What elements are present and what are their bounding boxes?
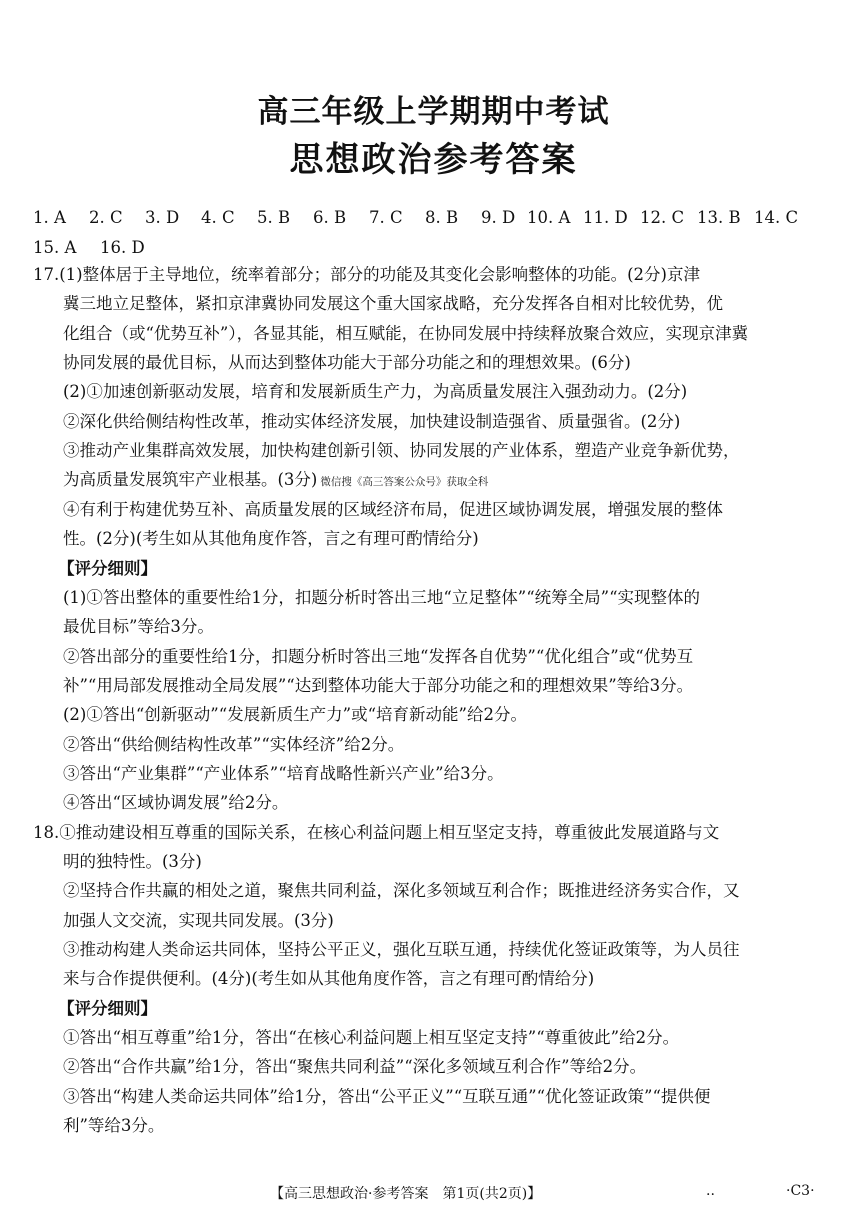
answer-line: 化组合（或“优势互补”），各显其能，相互赋能，在协同发展中持续释放聚合效应，实现京津冀 — [63, 324, 749, 343]
mc-answer: 12. C — [640, 208, 685, 227]
answer-line: ③推动产业集群高效发展，加快构建创新引领、协同发展的产业体系，塑造产业竞争新优势， — [63, 441, 740, 460]
answer-line: 性。(2分)(考生如从其他角度作答，言之有理可酌情给分) — [63, 529, 479, 548]
answer-line: ③答出“产业集群”“产业体系”“培育战略性新兴产业”给3分。 — [63, 764, 504, 783]
answer-line: ②答出部分的重要性给1分，扣题分析时答出三地“发挥各自优势”“优化组合”或“优势互 — [63, 647, 694, 666]
answer-line: 18.①推动建设相互尊重的国际关系，在核心利益问题上相互坚定支持，尊重彼此发展道路与文 — [33, 823, 720, 842]
answer-line: ④有利于构建优势互补、高质量发展的区域经济布局，促进区域协调发展，增强发展的整体 — [63, 500, 723, 519]
answer-line: ②答出“供给侧结构性改革”“实体经济”给2分。 — [63, 735, 405, 754]
mc-answer: 11. D — [583, 208, 628, 227]
answer-line: ①答出“相互尊重”给1分，答出“在核心利益问题上相互坚定支持”“尊重彼此”给2分。 — [63, 1028, 680, 1047]
answer-line: 冀三地立足整体，紧扣京津冀协同发展这个重大国家战略，充分发挥各自相对比较优势，优 — [63, 294, 723, 313]
footer-code: ·C3· — [786, 1183, 815, 1199]
answer-line: ③推动构建人类命运共同体，坚持公平正义，强化互联互通，持续优化签证政策等，为人员往 — [63, 940, 740, 959]
answer-line: ④答出“区域协调发展”给2分。 — [63, 793, 289, 812]
mc-answer: 2. C — [89, 208, 123, 227]
mc-answer: 6. B — [313, 208, 347, 227]
answer-line: ②深化供给侧结构性改革，推动实体经济发展，加快建设制造强省、质量强省。(2分) — [63, 412, 681, 431]
mc-answer: 16. D — [100, 238, 145, 257]
answer-line: 最优目标”等给3分。 — [63, 617, 214, 636]
mc-answer: 4. C — [201, 208, 235, 227]
answer-line: 明的独特性。(3分) — [63, 852, 202, 871]
answer-line: 为高质量发展筑牢产业根基。(3分) 微信搜《高三答案公众号》获取全科 — [63, 470, 489, 489]
section-heading: 【评分细则】 — [58, 559, 157, 578]
answer-line: (2)①答出“创新驱动”“发展新质生产力”或“培育新动能”给2分。 — [63, 705, 527, 724]
mc-answer: 13. B — [697, 208, 741, 227]
answer-line: ②坚持合作共赢的相处之道，聚焦共同利益，深化多领域互利合作；既推进经济务实合作，又 — [63, 881, 740, 900]
section-heading: 【评分细则】 — [58, 999, 157, 1018]
footer-page-info: 【高三思想政治·参考答案 第1页(共2页)】 — [270, 1186, 542, 1202]
answer-line: (1)①答出整体的重要性给1分，扣题分析时答出三地“立足整体”“统筹全局”“实现整体的 — [63, 588, 701, 607]
answer-line: ③答出“构建人类命运共同体”给1分，答出“公平正义”“互联互通”“优化签证政策”“提供便 — [63, 1087, 711, 1106]
answer-title: 思想政治参考答案 — [289, 140, 578, 180]
mc-answer: 9. D — [481, 208, 516, 227]
mc-answer: 5. B — [257, 208, 291, 227]
answer-line: 补”“用局部发展推动全局发展”“达到整体功能大于部分功能之和的理想效果”等给3分。 — [63, 676, 694, 695]
mc-answer: 10. A — [527, 208, 571, 227]
answer-line: 17.(1)整体居于主导地位，统率着部分；部分的功能及其变化会影响整体的功能。(2分)京津 — [33, 265, 700, 284]
answer-line: (2)①加速创新驱动发展，培育和发展新质生产力，为高质量发展注入强劲动力。(2分) — [63, 382, 688, 401]
mc-answer: 3. D — [145, 208, 180, 227]
mc-answer: 1. A — [33, 208, 66, 227]
answer-line: 加强人文交流，实现共同发展。(3分) — [63, 911, 334, 930]
answer-line: 利”等给3分。 — [63, 1116, 165, 1135]
mc-answer: 8. B — [425, 208, 459, 227]
mc-answer: 14. C — [754, 208, 799, 227]
answer-line: 来与合作提供便利。(4分)(考生如从其他角度作答，言之有理可酌情给分) — [63, 969, 595, 988]
mc-answer: 7. C — [369, 208, 403, 227]
answer-line: 协同发展的最优目标，从而达到整体功能大于部分功能之和的理想效果。(6分) — [63, 353, 631, 372]
watermark-note: 微信搜《高三答案公众号》获取全科 — [320, 476, 489, 488]
footer-dots: .. — [706, 1183, 715, 1199]
answer-line: ②答出“合作共赢”给1分，答出“聚焦共同利益”“深化多领域互利合作”等给2分。 — [63, 1057, 647, 1076]
exam-title: 高三年级上学期期中考试 — [257, 94, 610, 130]
mc-answer: 15. A — [33, 238, 77, 257]
